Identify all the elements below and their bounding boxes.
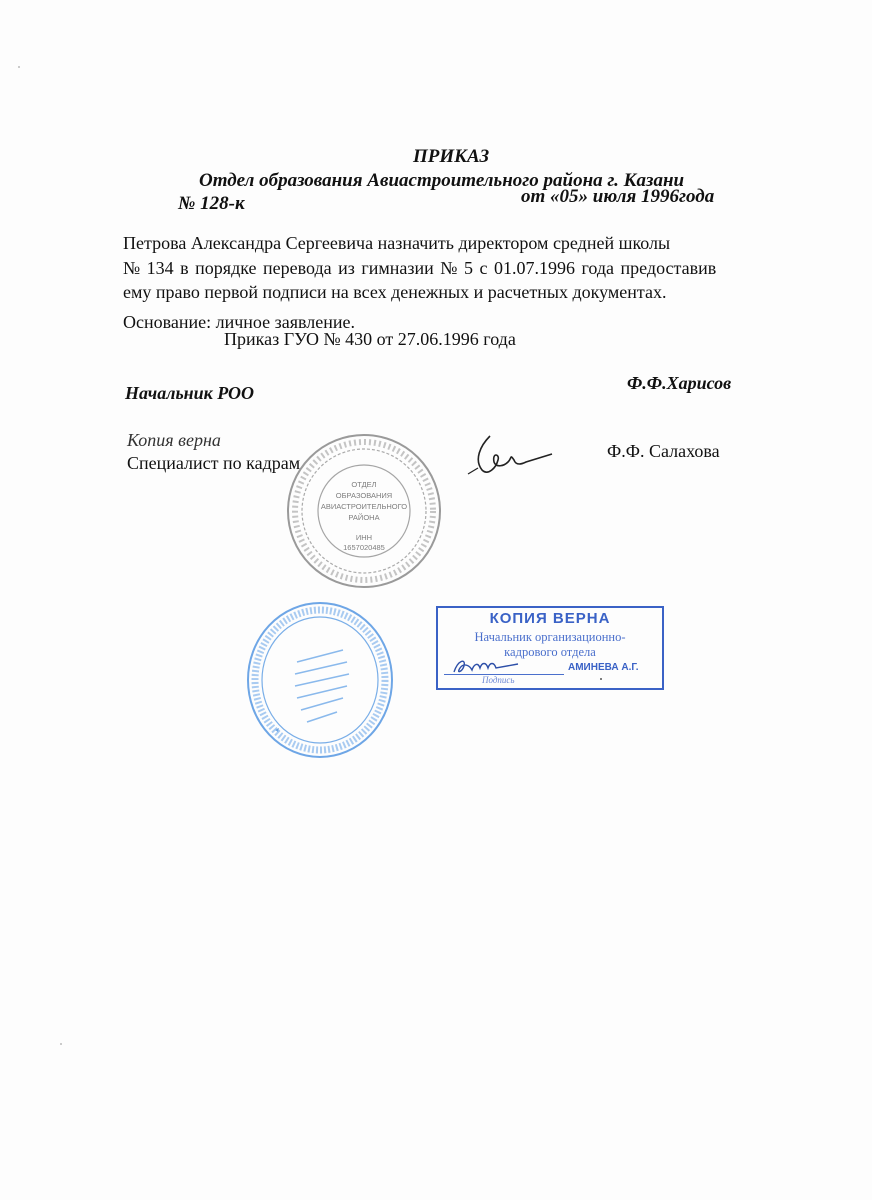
body-line-4: Основание: личное заявление.: [123, 312, 356, 332]
hr-title: Специалист по кадрам: [127, 453, 301, 473]
scan-mark: [60, 1043, 62, 1045]
head-name: Ф.Ф.Харисов: [627, 373, 732, 393]
stamp-title: КОПИЯ ВЕРНА: [489, 610, 611, 627]
order-date: от «05» июля 1996года: [521, 186, 715, 207]
scan-mark: [18, 66, 20, 68]
head-title: Начальник РОО: [125, 383, 255, 403]
hr-name: Ф.Ф. Салахова: [607, 441, 720, 461]
gray-stamp-line-1: ОТДЕЛ: [351, 480, 377, 489]
stamp-name: АМИНЕВА А.Г.: [568, 662, 639, 673]
gray-stamp-line-4: РАЙОНА: [348, 513, 380, 522]
gray-stamp-line-6: 1657020485: [343, 543, 385, 552]
copy-note: Копия верна: [127, 430, 221, 450]
gray-stamp-line-2: ОБРАЗОВАНИЯ: [335, 491, 393, 500]
copy-certified-stamp: [436, 606, 664, 690]
body-line-1: Петрова Александра Сергеевича назначить директором средней школы: [123, 233, 671, 253]
gray-stamp-line-3: АВИАСТРОИТЕЛЬНОГО: [320, 502, 408, 511]
hr-signature: [462, 428, 557, 480]
gray-stamp-line-5: ИНН: [355, 533, 373, 542]
body-line-5: Приказ ГУО № 430 от 27.06.1996 года: [224, 329, 516, 349]
document-title: ПРИКАЗ: [413, 146, 490, 167]
stamp-signature: [450, 654, 522, 678]
round-blue-stamp: [245, 600, 395, 760]
body-line-3: ему право первой подписи на всех денежных и расчетных документах.: [123, 282, 667, 302]
stamp-line-2: кадрового отдела: [504, 645, 596, 659]
stamp-caption: Подпись: [482, 675, 515, 685]
order-number: № 128-к: [178, 193, 245, 214]
stamp-line-1: Начальник организационно-: [474, 630, 626, 644]
body-line-2: № 134 в порядке перевода из гимназии № 5 с 01.07.1996 года предоставив: [123, 258, 717, 278]
organization-name: Отдел образования Авиастроительного района г. Казани: [199, 170, 685, 191]
scan-mark: [600, 678, 602, 680]
round-gray-stamp: [285, 432, 443, 590]
